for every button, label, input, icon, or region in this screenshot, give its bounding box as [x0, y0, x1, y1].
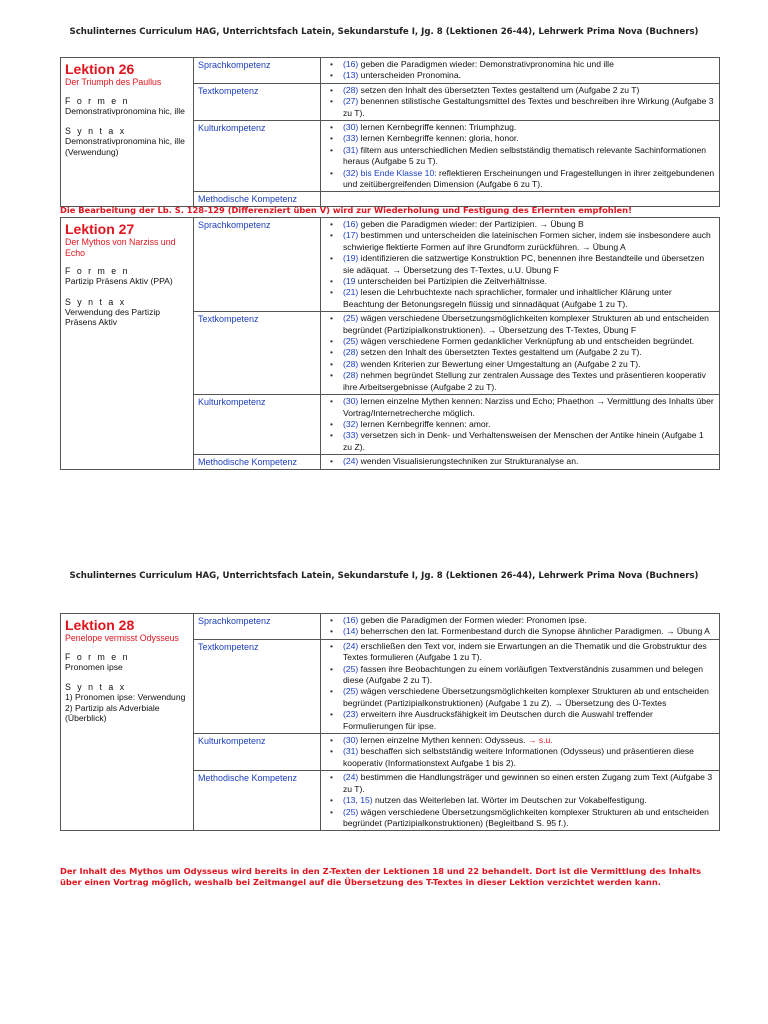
competency-item [327, 122, 715, 133]
item-number: (16) [343, 59, 359, 69]
item-number: (31) [343, 746, 359, 757]
item-number: (32) bis Ende Klasse 10: [343, 167, 437, 178]
item-number: (16) [343, 615, 359, 625]
komp-items [321, 640, 719, 733]
syntax-text-2: 2) Partizip als Adverbiale (Überblick) [65, 702, 160, 723]
methodische-kompetenz-row [194, 454, 719, 469]
komp-label: Sprachkompetenz [194, 614, 321, 639]
komp-items [321, 84, 719, 120]
item-number: (28) [343, 347, 359, 358]
item-text: erschließen den Text vor, indem sie Erwartungen an die Thematik und die Grobstruktur des Textes formulieren (Aufgabe 1 zu T). [343, 640, 707, 663]
lesson-row [61, 218, 719, 469]
komp-label: Kulturkompetenz [194, 734, 321, 770]
item-number: (16) [343, 219, 359, 229]
page-header-2: Schulinternes Curriculum HAG, Unterrichtsfach Latein, Sekundarstufe I, Jg. 8 (Lektionen 26-44), Lehrwerk Prima Nova (Buchners) [69, 571, 699, 581]
item-text: wägen verschiedene Übersetzungsmöglichkeiten komplexer Strukturen ab und entscheiden begründet (Partizipialkonstruktionen) (Begleitband S. 95 f.). [343, 806, 709, 828]
competency-item [327, 370, 715, 393]
competency-item [327, 664, 715, 687]
item-text: nehmen begründet Stellung zur zentralen Aussage des Textes und präsentieren kooperativ ihre Arbeitsergebnisse (Aufgabe 2 zu T). [343, 370, 706, 392]
item-number: (23) [343, 709, 359, 720]
competencies [194, 614, 719, 830]
competency-item [327, 709, 715, 732]
item-number: (31) [343, 144, 359, 155]
item-number: (19) [343, 253, 359, 264]
item-text: wägen verschiedene Übersetzungsmöglichkeiten komplexer Strukturen ab und entscheiden begründet (Partizipialkonstruktionen). → Übersetzung des T-Textes, Übung F [343, 313, 709, 335]
competency-item [327, 641, 715, 664]
recommendation-note: Die Bearbeitung der Lb. S. 128-129 (Differenziert üben V) wird zur Wiederholung und Festigung des Erlernten empfohlen! [60, 205, 632, 215]
item-number: (32) [343, 418, 359, 429]
item-text: fassen ihre Beobachtungen zu einem vorläufigen Textverständnis zusammen und belegen diese (Aufgabe 2 zu T). [343, 663, 704, 686]
formen-label: F o r m e n [65, 95, 130, 106]
item-number: (30) [343, 735, 359, 746]
competency-item [327, 70, 715, 81]
komp-items [321, 455, 719, 469]
item-number: (21) [343, 287, 359, 298]
item-text: lernen Kernbegriffe kennen: Triumphzug. [358, 122, 517, 133]
item-number: (28) [343, 370, 359, 381]
textkompetenz-row [194, 83, 719, 120]
competency-item [327, 336, 715, 347]
item-number: (25) [343, 336, 359, 347]
item-text: bestimmen und unterscheiden die lateinischen Formen sicher, indem sie insbesondere auch schwierige flektierte Formen auf ihre Grundform zurückführen. → Übung A [343, 230, 711, 252]
sprachkompetenz-row [194, 614, 719, 639]
syntax-text: Verwendung des Partizip Präsens Aktiv [65, 306, 161, 327]
kulturkompetenz-row [194, 120, 719, 191]
item-number: (24) [343, 456, 359, 467]
competency-item [327, 456, 715, 467]
komp-items [321, 58, 719, 83]
item-text: unterscheiden Pronomina. [358, 70, 462, 81]
item-text: setzen den Inhalt des übersetzten Textes gestaltend um (Aufgabe 2 zu T) [358, 84, 640, 95]
komp-label: Methodische Kompetenz [194, 455, 321, 469]
komp-items [321, 218, 719, 311]
item-text: unterscheiden bei Partizipien die Zeitverhältnisse. [355, 276, 547, 287]
item-number: (17) [343, 230, 359, 241]
methodische-kompetenz-row [194, 770, 719, 830]
competency-item [327, 230, 715, 253]
formen-text: Pronomen ipse [65, 661, 123, 672]
competency-item [327, 85, 715, 96]
competency-item [327, 347, 715, 358]
textkompetenz-row [194, 311, 719, 394]
item-text: reflektieren Erscheinungen und Fragestellungen in ihrer zeitgebundenen und zeitübergreifenden Dimension (Aufgabe 6 zu T). [343, 167, 715, 190]
competency-item [327, 145, 715, 168]
item-text: beschaffen sich selbstständig weitere Informationen (Odysseus) und präsentieren diese kooperativ (Informationstext Aufgabe 1 bis 2). [343, 746, 694, 768]
item-text: versetzen sich in Denk- und Verhaltensweisen der Menschen der Antike hinein (Aufgabe 1 zu Z). [343, 430, 704, 452]
item-number: (27) [343, 96, 359, 107]
odysseus-note: Der Inhalt des Mythos um Odysseus wird bereits in den Z-Texten der Lektionen 18 und 22 behandelt. Dort ist die Vermittlung des Inhalts über einen Vortrag möglich, weshalb bei Zeitmangel auf die Übersetzung des T-Textes in dieser Lektion verzichtet werden kann. [60, 866, 702, 887]
formen-text: Demonstrativpronomina hic, ille [65, 105, 185, 116]
formen-label: F o r m e n [65, 651, 130, 662]
competency-item [327, 772, 715, 795]
item-number: (25) [343, 686, 359, 697]
syntax-text-1: 1) Pronomen ipse: Verwendung [65, 692, 186, 702]
komp-label: Textkompetenz [194, 640, 321, 733]
item-text: lesen die Lehrbuchtexte nach sprachlicher, formaler und inhaltlicher Klärung unter Beachtung der Betonungsregeln flüssig und sinnadäquat (Aufgabe 1 zu T). [343, 287, 672, 309]
competency-item [327, 419, 715, 430]
lesson-27-table [60, 217, 720, 470]
item-text: wägen verschiedene Formen gedanklicher Verknüpfung ab und entscheiden begründet. [358, 336, 695, 347]
item-text: bestimmen die Handlungsträger und gewinnen so einen ersten Zugang zum Text (Aufgabe 3 zu T). [343, 772, 713, 794]
competency-item [327, 615, 715, 626]
komp-items [321, 734, 719, 770]
item-number: (13) [343, 70, 359, 81]
item-text: lernen einzelne Mythen kennen: Narziss und Echo; Phaethon → Vermittlung des Inhalts über Vortrag/Internetrecherche möglich. [343, 396, 714, 418]
syntax-label: S y n t a x [65, 296, 127, 307]
item-text: nutzen das Weiterleben lat. Wörter im Deutschen zur Vokabelfestigung. [372, 795, 647, 806]
formen-text: Partizip Präsens Aktiv (PPA) [65, 276, 173, 286]
syntax-label: S y n t a x [65, 682, 127, 692]
item-text: lernen Kernbegriffe kennen: gloria, honor. [358, 133, 519, 144]
item-number: (28) [343, 84, 359, 95]
competency-item [327, 626, 715, 637]
komp-label: Textkompetenz [194, 312, 321, 394]
competencies [194, 218, 719, 469]
competency-item [327, 396, 715, 419]
item-number: (19 [343, 276, 356, 287]
item-number: (33) [343, 430, 359, 441]
komp-label: Methodische Kompetenz [194, 192, 321, 206]
lesson-subtitle: Der Mythos von Narziss und Echo [65, 237, 176, 258]
lesson-28-table [60, 613, 720, 831]
competency-item [327, 219, 715, 230]
komp-items [321, 614, 719, 639]
lesson-26-table [60, 57, 720, 207]
item-text: setzen den Inhalt des übersetzten Textes gestaltend um (Aufgabe 2 zu T). [358, 347, 642, 358]
kulturkompetenz-row [194, 394, 719, 454]
item-number: (24) [343, 772, 359, 783]
item-text: geben die Paradigmen der Formen wieder: Pronomen ipse. [358, 615, 587, 625]
lesson-title: Lektion 28 [65, 617, 135, 633]
komp-items [321, 312, 719, 394]
sprachkompetenz-row [194, 218, 719, 311]
kulturkompetenz-row [194, 733, 719, 770]
item-number: (25) [343, 313, 359, 324]
competency-item [327, 313, 715, 336]
item-text: lernen einzelne Mythen kennen: Odysseus. [358, 735, 526, 746]
item-text: lernen Kernbegriffe kennen: amor. [358, 418, 491, 429]
lesson-subtitle: Penelope vermisst Odysseus [65, 633, 179, 643]
lesson-title: Lektion 27 [65, 221, 135, 237]
competency-item [327, 253, 715, 276]
item-number: (25) [343, 806, 359, 817]
komp-items [321, 771, 719, 830]
competency-item [327, 287, 715, 310]
item-extra: → s.u. [525, 735, 553, 746]
item-number: (28) [343, 358, 359, 369]
lesson-row [61, 58, 719, 206]
competency-item [327, 686, 715, 709]
lesson-subtitle: Der Triumph des Paullus [65, 77, 162, 87]
komp-label: Sprachkompetenz [194, 218, 321, 311]
item-number: (14) [343, 626, 359, 637]
item-text: filtern aus unterschiedlichen Medien selbstständig thematisch relevante Sachinformationen heraus (Aufgabe 5 zu T). [343, 144, 707, 167]
item-text: wägen verschiedene Übersetzungsmöglichkeiten komplexer Strukturen ab und entscheiden begründet (Partizipialkonstruktionen) (Aufgabe 1 zu Z). → Übersetzung des Ü-Textes [343, 686, 709, 708]
komp-label: Kulturkompetenz [194, 395, 321, 454]
competency-item [327, 133, 715, 144]
competency-item [327, 430, 715, 453]
competency-item [327, 168, 715, 191]
komp-label: Methodische Kompetenz [194, 771, 321, 830]
komp-items [321, 395, 719, 454]
competency-item [327, 59, 715, 70]
syntax-text: Demonstrativpronomina hic, ille (Verwendung) [65, 136, 185, 157]
page-header-1: Schulinternes Curriculum HAG, Unterrichtsfach Latein, Sekundarstufe I, Jg. 8 (Lektionen 26-44), Lehrwerk Prima Nova (Buchners) [69, 27, 699, 37]
item-text: erweitern ihre Ausdrucksfähigkeit im Deutschen durch die Auswahl treffender Formulierungen für ipse. [343, 709, 653, 731]
item-text: wenden Kriterien zur Bewertung einer Umgestaltung an (Aufgabe 2 zu T). [358, 358, 641, 369]
competency-item [327, 359, 715, 370]
sprachkompetenz-row [194, 58, 719, 83]
competency-item [327, 276, 715, 287]
item-text: beherrschen den lat. Formenbestand durch die Synopse ähnlicher Paradigmen. → Übung A [358, 626, 710, 637]
lesson-title: Lektion 26 [65, 61, 135, 77]
komp-items [321, 121, 719, 191]
komp-label: Kulturkompetenz [194, 121, 321, 191]
item-number: (25) [343, 663, 359, 674]
competencies [194, 58, 719, 206]
lesson-info [61, 58, 194, 206]
competency-item [327, 735, 715, 746]
competency-item [327, 746, 715, 769]
item-number: (30) [343, 396, 359, 407]
syntax-label: S y n t a x [65, 126, 127, 136]
competency-item [327, 807, 715, 830]
textkompetenz-row [194, 639, 719, 733]
komp-label: Textkompetenz [194, 84, 321, 120]
item-number: (30) [343, 122, 359, 133]
competency-item [327, 96, 715, 119]
item-text: geben die Paradigmen wieder: der Partizipien. → Übung B [358, 219, 584, 229]
item-number: (24) [343, 640, 359, 651]
lesson-info [61, 614, 194, 830]
item-text: benennen stilistische Gestaltungsmittel des Textes und beschreiben ihre Wirkung (Aufgabe 3 zu T). [343, 96, 714, 118]
item-text: geben die Paradigmen wieder: Demonstrativpronomina hic und ille [358, 59, 614, 69]
formen-label: F o r m e n [65, 266, 130, 276]
item-number: (33) [343, 133, 359, 144]
item-text: identifizieren die satzwertige Konstruktion PC, benennen ihre Bestandteile und übersetzen sie adäquat. → Übersetzung des T-Textes, u.U. Übung F [343, 253, 705, 275]
lesson-row [61, 614, 719, 830]
lesson-info [61, 218, 194, 469]
item-text: wenden Visualisierungstechniken zur Strukturanalyse an. [358, 456, 579, 467]
competency-item [327, 795, 715, 806]
komp-label: Sprachkompetenz [194, 58, 321, 83]
item-number: (13, 15) [343, 795, 373, 806]
